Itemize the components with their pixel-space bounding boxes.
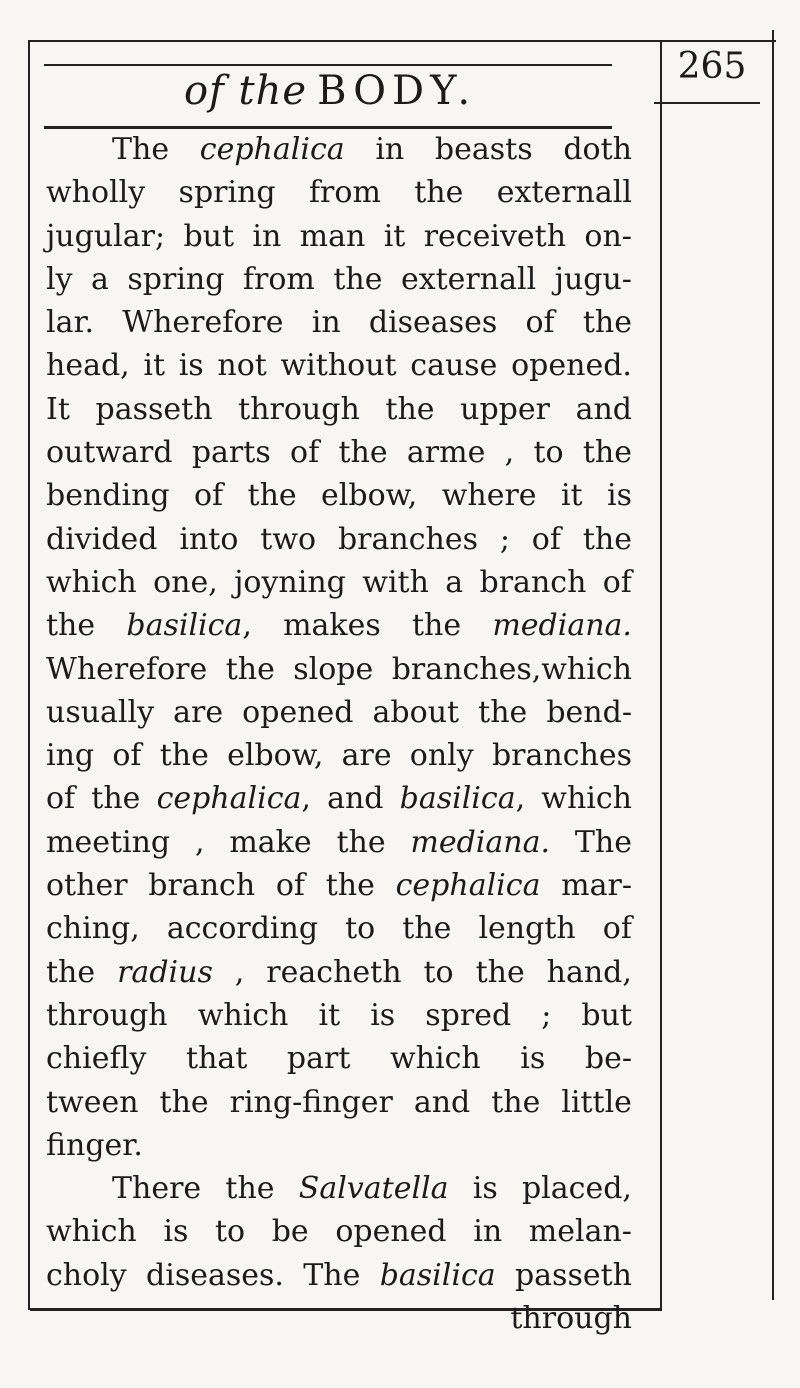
text-line-content (46, 777, 632, 820)
word: arme (406, 435, 486, 471)
running-head (150, 66, 510, 116)
text-line (46, 431, 632, 474)
text-line (46, 907, 632, 950)
word: and (413, 1084, 471, 1120)
text-line-content (46, 1210, 632, 1253)
text-line-content (46, 431, 632, 474)
text-line (46, 994, 632, 1037)
word: the (247, 478, 297, 514)
word: placed, (521, 1171, 632, 1207)
word: the (159, 1084, 209, 1120)
text-line-content (46, 604, 632, 647)
text-line (46, 474, 632, 517)
word: is (472, 1171, 498, 1207)
word: the (225, 1171, 275, 1207)
text-line-content (46, 1124, 143, 1167)
word: diseases (368, 305, 498, 341)
word: Wherefore (46, 651, 208, 687)
word: of (193, 478, 224, 514)
word: basilica, (126, 608, 252, 644)
word: of (275, 868, 306, 904)
text-line-content (46, 258, 632, 301)
word: on- (584, 218, 632, 254)
word: of (112, 738, 142, 774)
text-line (46, 821, 632, 864)
word: which (46, 1214, 137, 1250)
text-line-content (46, 951, 632, 994)
text-line-content (46, 344, 632, 387)
word: head, (46, 348, 130, 384)
text-line (46, 777, 632, 820)
running-head-title: BODY. (317, 68, 477, 114)
frame-left-rule (28, 40, 30, 1310)
text-line (46, 691, 632, 734)
word: is (520, 1041, 546, 1077)
word: in (375, 132, 405, 167)
text-line (46, 1037, 632, 1080)
word: it (318, 997, 341, 1033)
word: that (186, 1041, 248, 1077)
word: the (338, 435, 388, 471)
word: without (280, 348, 397, 384)
word: the (333, 261, 383, 297)
word: to (214, 1214, 246, 1250)
word: the (414, 175, 464, 211)
text-line (46, 648, 632, 691)
word: about (372, 694, 460, 730)
word: make (229, 824, 312, 860)
word: it (143, 348, 166, 384)
text-line (46, 128, 632, 171)
word: in (473, 1214, 503, 1250)
word: joyning (234, 564, 346, 600)
word: divided (46, 521, 158, 557)
word: where (441, 478, 537, 514)
word: of (531, 521, 561, 557)
word: diseases. (146, 1257, 284, 1293)
word: the (46, 954, 96, 990)
word: of (290, 435, 320, 471)
word: opened (335, 1214, 447, 1250)
text-line-content (46, 1037, 632, 1080)
margin-column-divider (660, 40, 662, 1308)
word: , (504, 435, 515, 471)
word: other (46, 868, 128, 904)
word: and (575, 391, 632, 427)
word: wholly (46, 175, 146, 211)
word: chiefly (46, 1041, 147, 1077)
word: into (179, 521, 239, 557)
word: the (402, 911, 452, 947)
text-line-content (510, 1297, 632, 1340)
text-line (46, 1254, 632, 1297)
word: which (46, 564, 137, 600)
word: lar. (46, 305, 95, 341)
word: cephalica (395, 868, 541, 904)
text-line (46, 951, 632, 994)
text-line-content (46, 907, 632, 950)
word: two (260, 521, 317, 557)
word: only (409, 738, 474, 774)
word: the (46, 608, 96, 644)
word: branches (337, 521, 478, 557)
word: meeting (46, 824, 171, 860)
text-line (46, 301, 632, 344)
word: jugu- (554, 261, 632, 297)
word: ing (46, 738, 95, 774)
word: spred (425, 997, 512, 1033)
word: bending (46, 478, 170, 514)
word: of (602, 564, 632, 600)
word: branch (479, 564, 587, 600)
word: elbow, (227, 738, 324, 774)
text-line-content (46, 474, 632, 517)
word: externall (400, 261, 537, 297)
word: the (91, 781, 141, 817)
word: The (112, 132, 170, 167)
word: branch (148, 868, 256, 904)
word: branches,which (391, 651, 632, 687)
word: passeth (95, 391, 213, 427)
word: the (582, 305, 632, 341)
word: , (234, 954, 245, 990)
word: a (445, 564, 464, 600)
word: from (308, 175, 381, 211)
word: the (411, 608, 462, 644)
word: to (423, 954, 454, 990)
text-line (46, 604, 632, 647)
word: which (541, 781, 632, 817)
word: slope (293, 651, 374, 687)
text-line-content (46, 301, 632, 344)
word: the (491, 1084, 541, 1120)
margin-column-rule (654, 102, 760, 104)
word: mar- (561, 868, 632, 904)
word: ; (499, 521, 510, 557)
text-line (46, 1081, 632, 1124)
text-line (46, 344, 632, 387)
word: beasts (434, 132, 533, 167)
word: There (112, 1171, 202, 1207)
word: but (183, 218, 235, 254)
text-line (46, 561, 632, 604)
word: in (311, 305, 341, 341)
word: opened (242, 694, 354, 730)
word: to (533, 435, 564, 471)
word: the (582, 521, 632, 557)
word: which (197, 997, 289, 1033)
word: through (238, 391, 360, 427)
word: bend- (546, 694, 632, 730)
frame-right-rule (772, 30, 774, 1300)
word: ; (541, 997, 552, 1033)
word: with (362, 564, 429, 600)
word: of (46, 781, 76, 817)
text-line (46, 734, 632, 777)
word: receiveth (423, 218, 567, 254)
word: mediana. (410, 824, 551, 860)
text-line (46, 1210, 632, 1253)
word: makes (283, 608, 381, 644)
word: upper (460, 391, 550, 427)
word: through (510, 1301, 632, 1337)
text-line (46, 518, 632, 561)
word: of (525, 305, 555, 341)
word: the (475, 954, 525, 990)
word: ring-finger (229, 1084, 393, 1120)
word: the (336, 824, 386, 860)
word: of (602, 911, 632, 947)
word: ly (46, 261, 73, 297)
text-line-content (46, 171, 632, 214)
word: is (178, 348, 204, 384)
text-line-content (46, 734, 632, 777)
word: doth (563, 132, 632, 167)
word: The (303, 1257, 361, 1293)
running-head-lead: of the (183, 68, 308, 114)
word: branches (491, 738, 632, 774)
word: little (561, 1084, 632, 1120)
word: hand, (546, 954, 632, 990)
word: the (325, 868, 375, 904)
text-line-content (46, 215, 632, 258)
text-line (46, 1124, 632, 1167)
text-line-content (46, 691, 632, 734)
word: which (390, 1041, 481, 1077)
word: are (173, 694, 224, 730)
text-line-content (46, 821, 632, 864)
word: the (478, 694, 528, 730)
text-line-content (46, 1081, 632, 1124)
word: externall (496, 175, 632, 211)
word: spring (178, 175, 276, 211)
word: the (159, 738, 209, 774)
word: in (252, 218, 282, 254)
text-line-content (46, 994, 632, 1037)
body-text (46, 128, 632, 1340)
word: is (370, 997, 396, 1033)
text-line-content (112, 128, 632, 171)
text-line (46, 1297, 632, 1340)
word: to (345, 911, 376, 947)
word: according (166, 911, 319, 947)
word: not (217, 348, 267, 384)
page-number: 265 (677, 46, 747, 87)
word: ching, (46, 911, 140, 947)
text-line (46, 388, 632, 431)
word: parts (191, 435, 271, 471)
word: through (46, 997, 168, 1033)
word: is (606, 478, 632, 514)
word: spring (127, 261, 225, 297)
word: radius (117, 954, 213, 990)
text-line-content (46, 518, 632, 561)
word: outward (46, 435, 173, 471)
text-line (46, 171, 632, 214)
word: be (271, 1214, 309, 1250)
text-line-content (46, 1254, 632, 1297)
word: basilica (379, 1257, 496, 1293)
word: it (560, 478, 583, 514)
word: The (574, 824, 632, 860)
word: a (91, 261, 109, 297)
text-line-content (46, 864, 632, 907)
word: the (385, 391, 435, 427)
word: mediana. (492, 608, 632, 644)
word: , (194, 824, 205, 860)
word: but (581, 997, 632, 1033)
word: elbow, (321, 478, 418, 514)
text-line (46, 1167, 632, 1210)
word: choly (46, 1257, 127, 1293)
word: cause (410, 348, 498, 384)
text-line-content (112, 1167, 632, 1210)
word: the (225, 651, 275, 687)
word: tween (46, 1084, 139, 1120)
word: Salvatella (298, 1171, 449, 1207)
word: cephalica, (156, 781, 311, 817)
text-line (46, 258, 632, 301)
word: it (383, 218, 406, 254)
word: the (582, 435, 632, 471)
frame-top-rule (28, 40, 776, 42)
word: It (46, 391, 70, 427)
word: basilica, (399, 781, 526, 817)
word: be- (584, 1041, 632, 1077)
word: and (327, 781, 384, 817)
word: man (299, 218, 366, 254)
word: opened. (511, 348, 632, 384)
word: finger. (46, 1127, 143, 1163)
word: is (163, 1214, 189, 1250)
word: melan- (528, 1214, 632, 1250)
word: cephalica (199, 132, 345, 167)
word: jugular; (46, 218, 166, 254)
word: usually (46, 694, 155, 730)
text-line-content (46, 388, 632, 431)
word: length (478, 911, 576, 947)
word: from (242, 261, 315, 297)
word: are (341, 738, 392, 774)
text-line-content (46, 648, 632, 691)
word: part (286, 1041, 351, 1077)
word: one, (153, 564, 218, 600)
word: reacheth (266, 954, 402, 990)
text-line (46, 215, 632, 258)
text-line-content (46, 561, 632, 604)
word: passeth (514, 1257, 632, 1293)
word: Wherefore (122, 305, 284, 341)
text-line (46, 864, 632, 907)
